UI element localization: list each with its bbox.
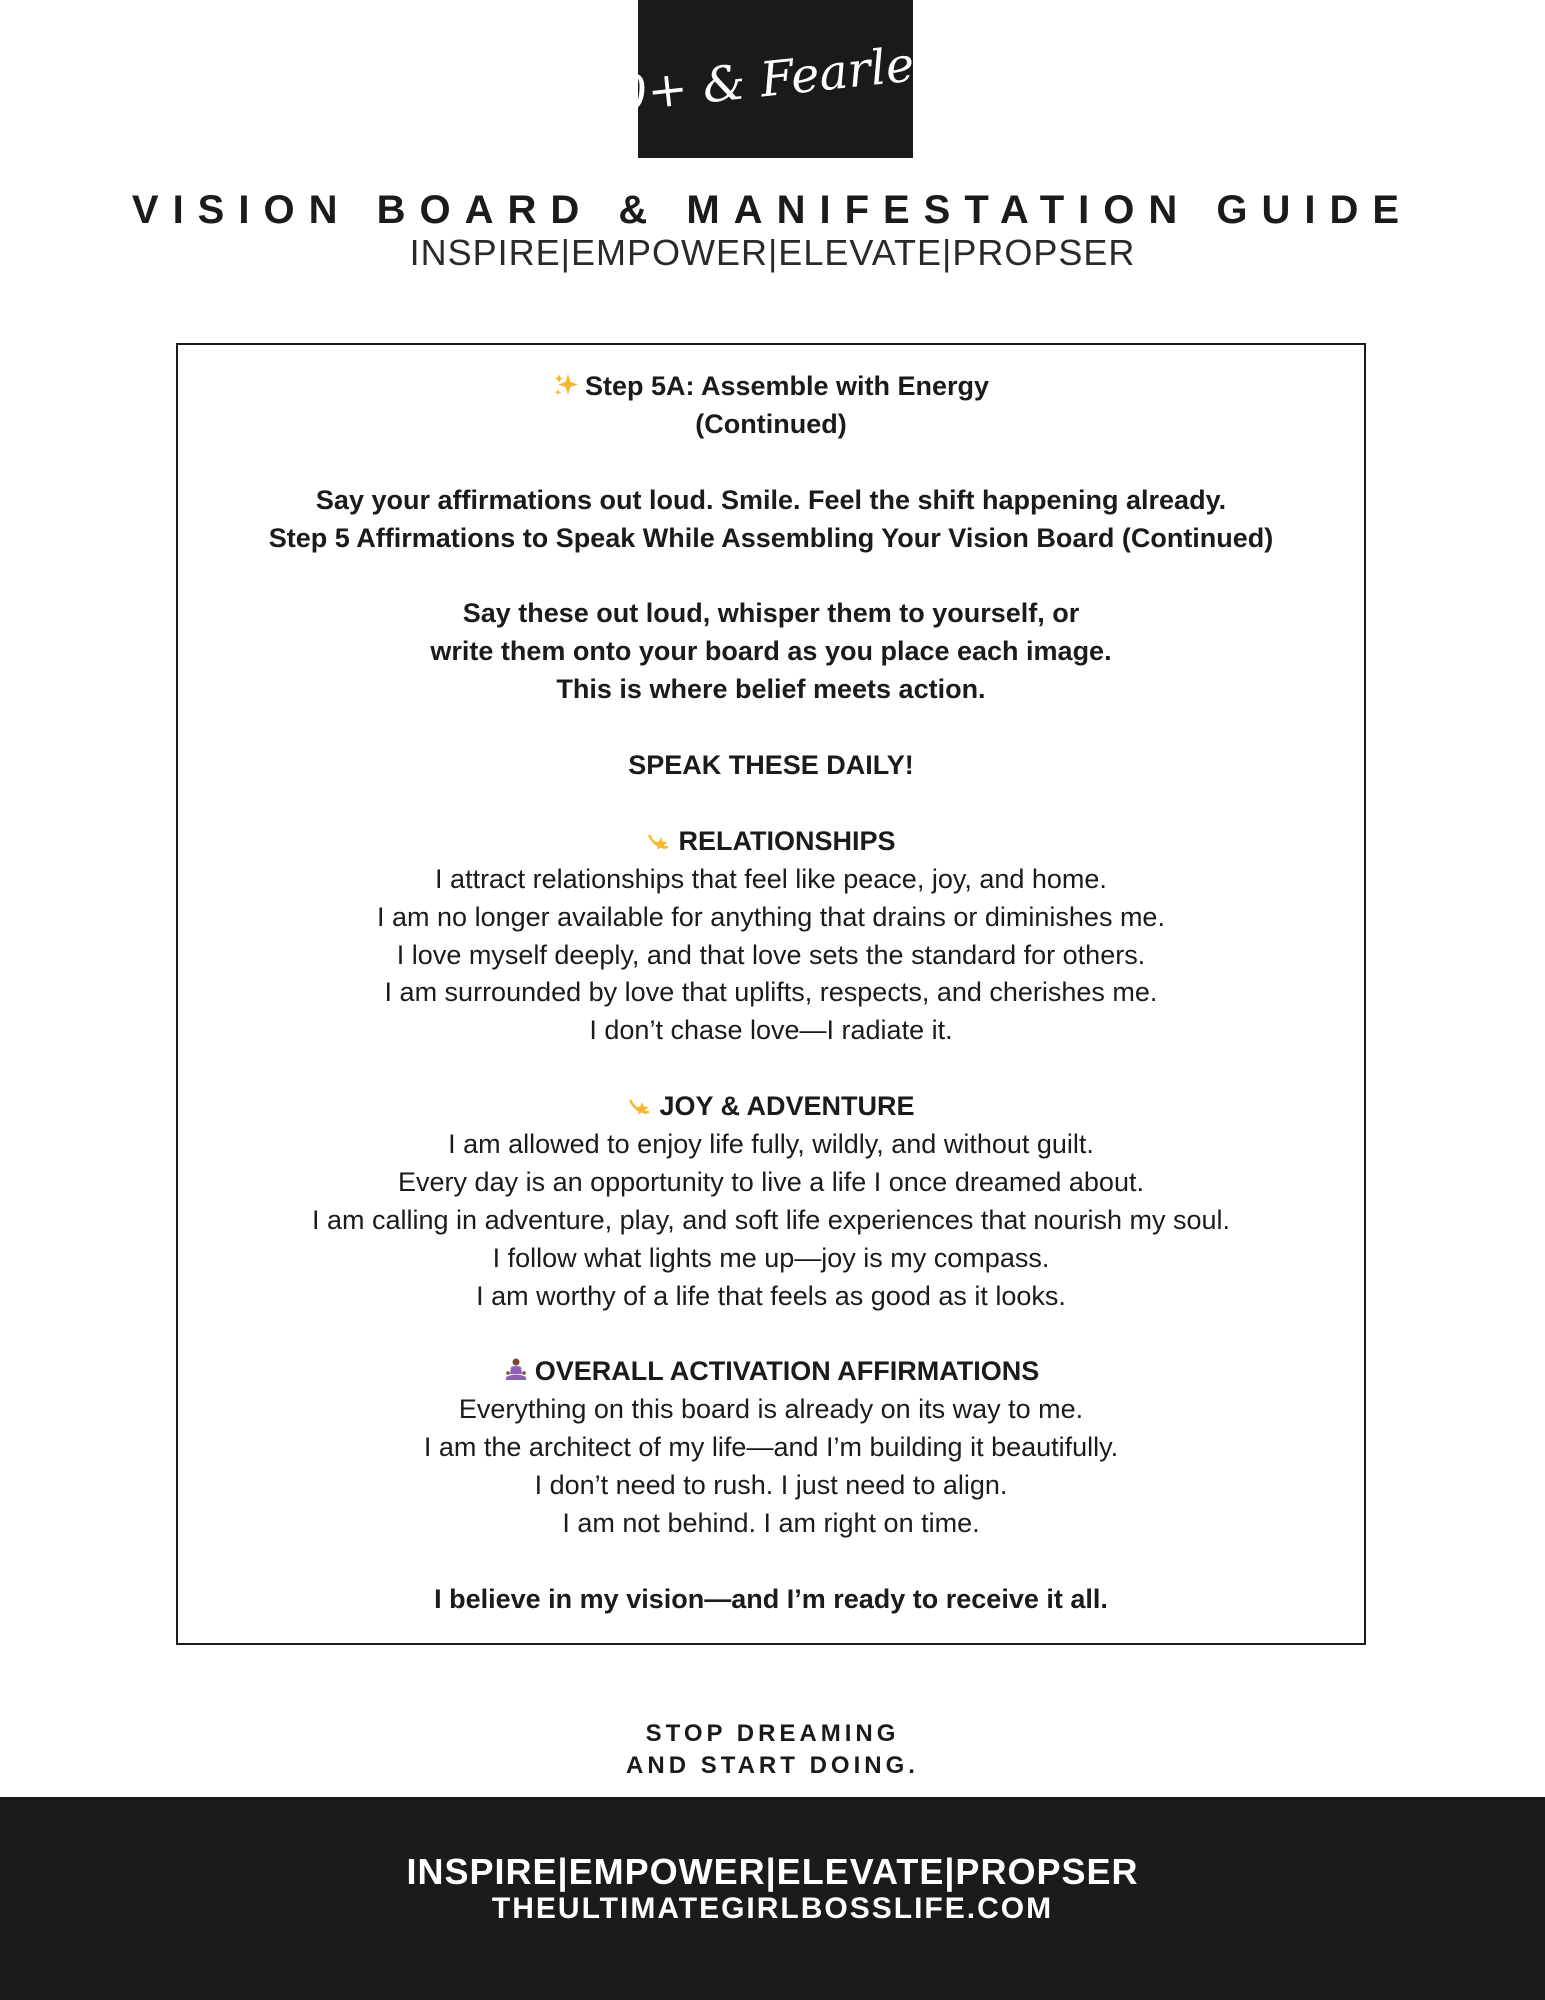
intro-line: Say your affirmations out loud. Smile. Feel the shift happening already. (315, 484, 1227, 515)
affirmations-content (178, 368, 1364, 1619)
affirmation-line: I love myself deeply, and that love sets the standard for others. (396, 939, 1146, 970)
affirmation-line: I attract relationships that feel like peace, joy, and home. (435, 863, 1107, 894)
footer-website-link[interactable]: THEULTIMATEGIRLBOSSLIFE.COM (491, 1892, 1054, 1925)
section-heading-overall-activation (178, 1353, 1364, 1391)
step-continued: (Continued) (695, 408, 847, 439)
affirmation-line: I follow what lights me up—joy is my compass. (492, 1242, 1050, 1273)
affirmation-line: I am the architect of my life—and I’m building it beautifully. (423, 1432, 1119, 1463)
affirmation-line: I am allowed to enjoy life fully, wildly, and without guilt. (448, 1129, 1094, 1160)
page-title: VISION BOARD & MANIFESTATION GUIDE (131, 188, 1414, 232)
section-heading-relationships (178, 823, 1364, 861)
tagline (0, 1718, 1545, 1782)
page-subtitle: INSPIRE|EMPOWER|ELEVATE|PROPSER (409, 232, 1136, 273)
instruction-line: write them onto your board as you place each image. (430, 636, 1112, 667)
section-heading-text: OVERALL ACTIVATION AFFIRMATIONS (534, 1356, 1040, 1387)
instruction-line: Say these out loud, whisper them to yourself, or (462, 598, 1080, 629)
affirmation-line: I am no longer available for anything that drains or diminishes me. (377, 901, 1165, 932)
affirmations-box (176, 343, 1366, 1645)
affirmation-line: I am surrounded by love that uplifts, respects, and cherishes me. (384, 977, 1158, 1008)
shooting-star-icon (646, 827, 672, 853)
brand-logo-lettering (583, 0, 966, 158)
affirmation-line: I am worthy of a life that feels as good as it looks. (476, 1280, 1066, 1311)
tagline-line: STOP DREAMING (645, 1720, 900, 1747)
intro-line: Step 5 Affirmations to Speak While Assembling Your Vision Board (Continued) (268, 522, 1274, 553)
section-heading-text: JOY & ADVENTURE (659, 1091, 915, 1122)
tagline-line: AND START DOING. (626, 1752, 919, 1779)
section-heading-joy-adventure (178, 1088, 1364, 1126)
shooting-star-icon (627, 1092, 653, 1118)
step-title-line (178, 368, 1364, 406)
affirmation-line: I don’t chase love—I radiate it. (589, 1015, 953, 1046)
section-heading-text: RELATIONSHIPS (678, 825, 896, 856)
svg-text:50+ & Fearless: 50+ & Fearless (583, 31, 966, 127)
affirmation-line: I am not behind. I am right on time. (562, 1508, 980, 1539)
sparkles-icon (553, 372, 579, 398)
meditating-person-icon (503, 1357, 529, 1383)
step-title: Step 5A: Assemble with Energy (584, 371, 990, 401)
affirmation-line: Everything on this board is already on its way to me. (458, 1394, 1084, 1425)
closing-affirmation: I believe in my vision—and I’m ready to receive it all. (434, 1583, 1108, 1614)
instruction-line: This is where belief meets action. (556, 674, 986, 705)
affirmation-line: I am calling in adventure, play, and soft life experiences that nourish my soul. (312, 1204, 1230, 1235)
brand-logo (583, 0, 966, 158)
speak-daily-heading: SPEAK THESE DAILY! (628, 750, 914, 781)
affirmation-line: Every day is an opportunity to live a life I once dreamed about. (398, 1166, 1144, 1197)
footer-bar (0, 1797, 1545, 2000)
affirmation-line: I don’t need to rush. I just need to align. (534, 1470, 1008, 1501)
footer-tagline: INSPIRE|EMPOWER|ELEVATE|PROPSER (406, 1851, 1139, 1892)
